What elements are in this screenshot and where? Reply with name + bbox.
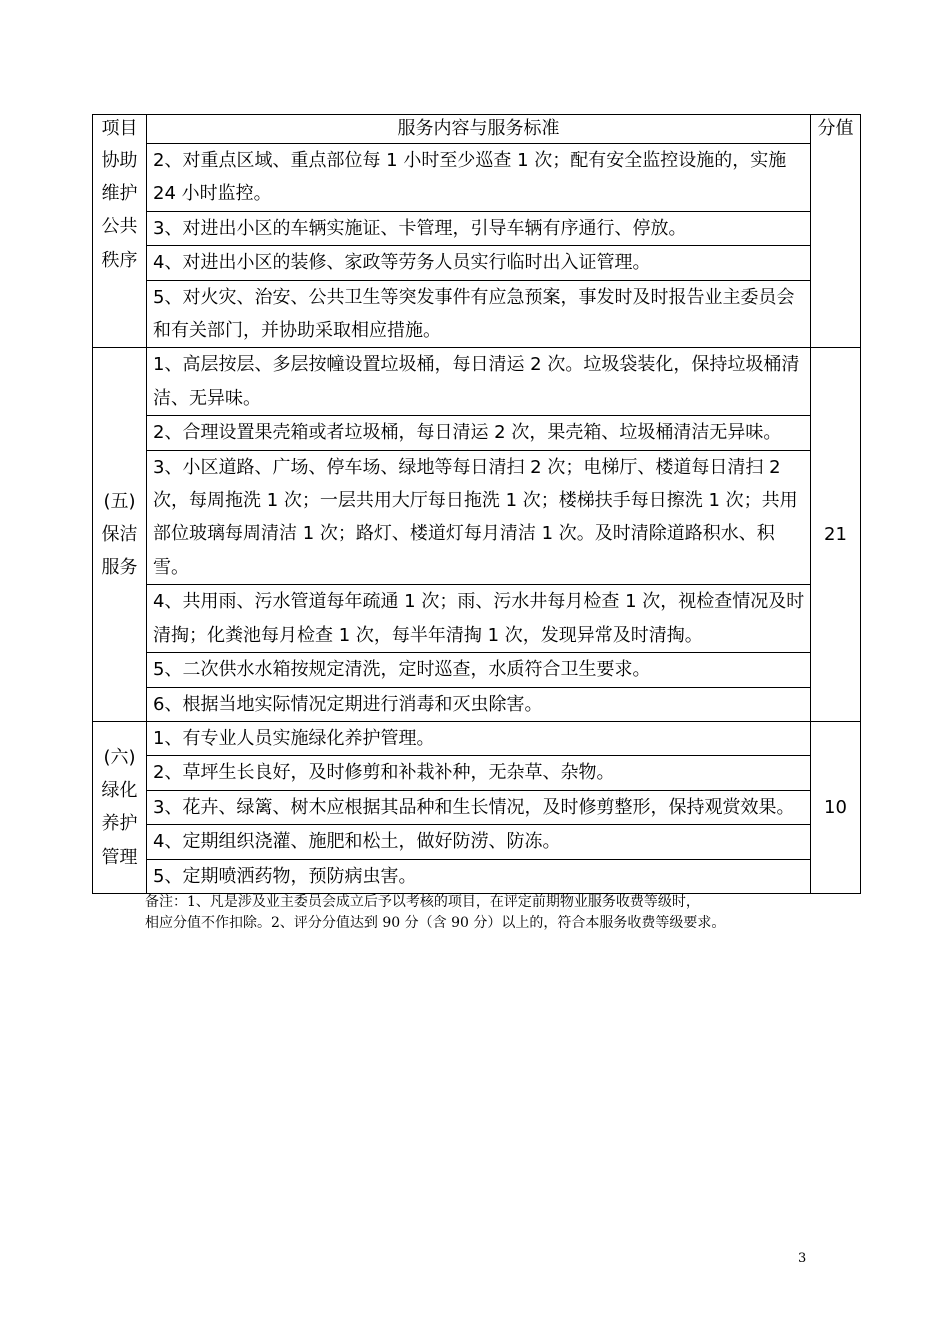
header-score: 分值 — [811, 115, 861, 144]
item-label-line: 管理 — [101, 846, 138, 868]
table-row — [93, 144, 861, 212]
section-item-label — [93, 144, 147, 348]
service-content-cell: 3、花卉、绿篱、树木应根据其品种和生长情况，及时修剪整形，保持观赏效果。 — [147, 790, 811, 824]
service-content-cell: 5、定期喷洒药物，预防病虫害。 — [147, 859, 811, 893]
service-content-cell: 4、定期组织浇灌、施肥和松土，做好防涝、防冻。 — [147, 825, 811, 859]
item-label-line: 维护 — [101, 182, 138, 204]
table-row — [93, 585, 861, 653]
table-row — [93, 859, 861, 893]
item-label-line: 服务 — [101, 557, 138, 579]
table-row — [93, 416, 861, 450]
service-content-cell: 4、对进出小区的装修、家政等劳务人员实行临时出入证管理。 — [147, 246, 811, 280]
section-item-label — [93, 721, 147, 893]
table-row — [93, 756, 861, 790]
service-content-cell: 2、草坪生长良好，及时修剪和补栽补种，无杂草、杂物。 — [147, 756, 811, 790]
service-content-cell: 2、合理设置果壳箱或者垃圾桶，每日清运 2 次，果壳箱、垃圾桶清洁无异味。 — [147, 416, 811, 450]
section-score: 21 — [811, 348, 861, 721]
item-label-line: 绿化 — [101, 780, 138, 802]
item-label-line: 保洁 — [101, 523, 138, 545]
item-label-line: 公共 — [101, 216, 138, 238]
item-label-line: (六) — [103, 746, 136, 768]
item-label-line: (五) — [103, 490, 136, 512]
table-row — [93, 653, 861, 687]
footnote-line-1: 备注：1、凡是涉及业主委员会成立后予以考核的项目，在评定前期物业服务收费等级时， — [145, 894, 700, 910]
header-item: 项目 — [93, 115, 147, 144]
item-label-line: 养护 — [101, 813, 138, 835]
table-row — [93, 687, 861, 721]
section-item-label — [93, 348, 147, 721]
service-standard-table — [92, 114, 861, 894]
service-content-cell: 3、小区道路、广场、停车场、绿地等每日清扫 2 次；电梯厅、楼道每日清扫 2 次，每周拖洗 1 次；一层共用大厅每日拖洗 1 次；楼梯扶手每日擦洗 1 次；共用部位玻璃每周清洁 1 次；路灯、楼道灯每月清洁 1 次。及时清除道路积水、积雪。 — [147, 450, 811, 585]
table-row — [93, 790, 861, 824]
footnote-line-2: 相应分值不作扣除。2、评分分值达到 90 分（含 90 分）以上的，符合本服务收费等级要求。 — [145, 915, 726, 931]
footnote — [145, 892, 845, 934]
table-row — [93, 211, 861, 245]
item-label-line: 秩序 — [101, 249, 138, 271]
service-content-cell: 5、对火灾、治安、公共卫生等突发事件有应急预案，事发时及时报告业主委员会和有关部门，并协助采取相应措施。 — [147, 280, 811, 348]
section-score — [811, 144, 861, 348]
header-content: 服务内容与服务标准 — [147, 115, 811, 144]
section-score: 10 — [811, 721, 861, 893]
service-content-cell: 3、对进出小区的车辆实施证、卡管理，引导车辆有序通行、停放。 — [147, 211, 811, 245]
item-label-line: 协助 — [101, 149, 138, 171]
table-row — [93, 280, 861, 348]
service-content-cell: 1、高层按层、多层按幢设置垃圾桶，每日清运 2 次。垃圾袋装化，保持垃圾桶清洁、无异味。 — [147, 348, 811, 416]
service-content-cell: 1、有专业人员实施绿化养护管理。 — [147, 721, 811, 755]
table-row — [93, 450, 861, 585]
table-row — [93, 721, 861, 755]
table-row — [93, 825, 861, 859]
table-header-row — [93, 115, 861, 144]
service-content-cell: 4、共用雨、污水管道每年疏通 1 次；雨、污水井每月检查 1 次，视检查情况及时清掏；化粪池每月检查 1 次，每半年清掏 1 次，发现异常及时清掏。 — [147, 585, 811, 653]
service-content-cell: 5、二次供水水箱按规定清洗，定时巡查，水质符合卫生要求。 — [147, 653, 811, 687]
table-row — [93, 348, 861, 416]
service-content-cell: 6、根据当地实际情况定期进行消毒和灭虫除害。 — [147, 687, 811, 721]
table-row — [93, 246, 861, 280]
page-number: 3 — [798, 1251, 807, 1266]
service-content-cell: 2、对重点区域、重点部位每 1 小时至少巡查 1 次；配有安全监控设施的，实施 24 小时监控。 — [147, 144, 811, 212]
